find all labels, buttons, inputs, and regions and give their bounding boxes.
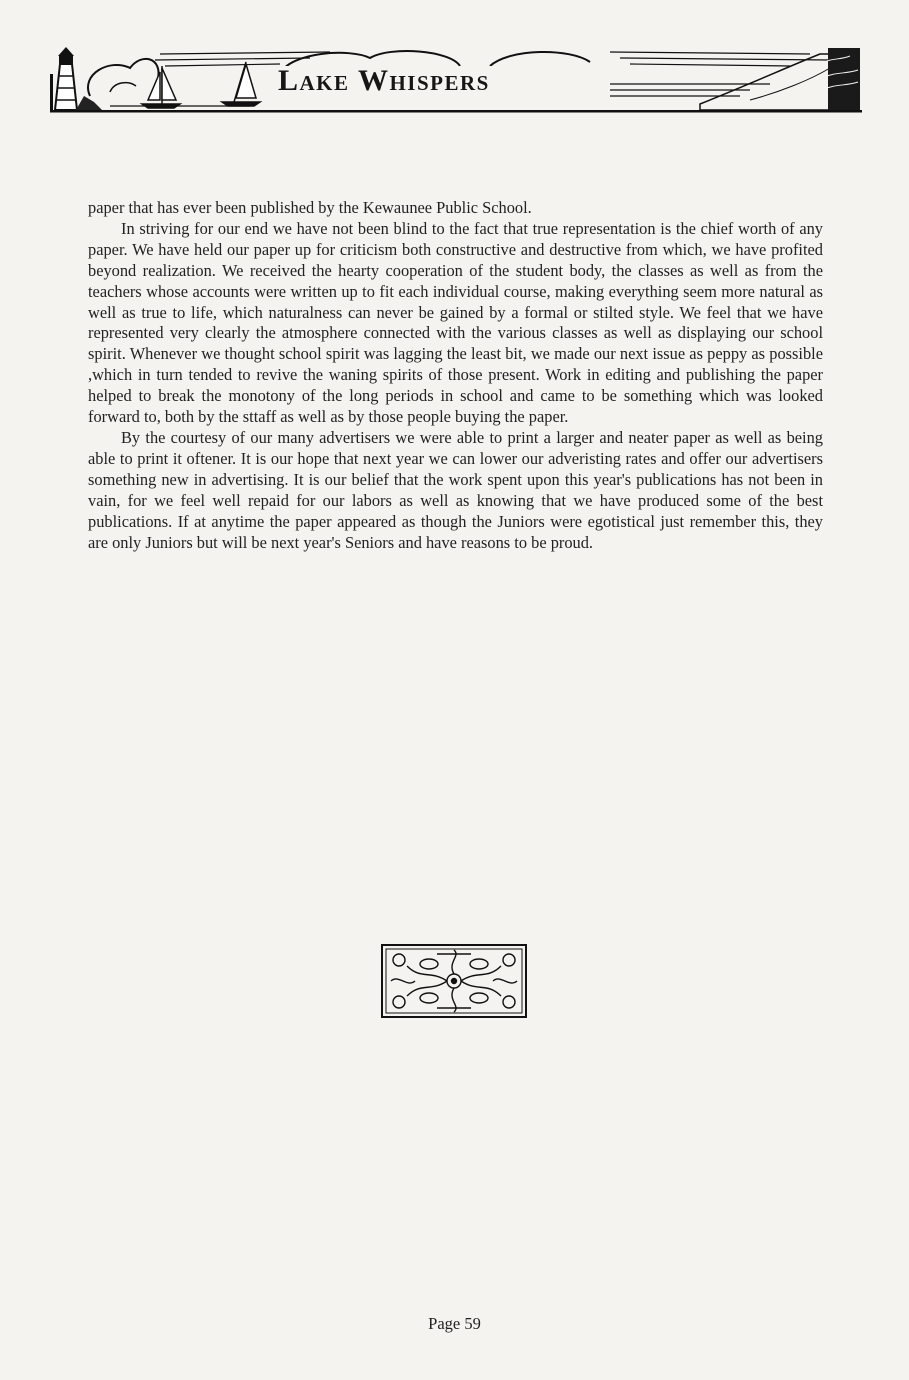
paragraph: By the courtesy of our many advertisers we were able to print a larger and neater paper as well as being able to print it oftener. It is our hope that next year we can lower our adveristing rates and offer our advertisers something new in advertising. It is our belief that the work spent upon this year's publications has not been in vain, for we feel well repaid for our labors as well as knowing that we have produced some of the best publications. If at anytime the paper appeared as though the Juniors were egotistical just remember this, they are only Juniors but will be next year's Seniors and have reasons to be proud.	[88, 427, 823, 552]
page-title: Lake Whispers	[272, 66, 496, 96]
article-body	[88, 198, 823, 553]
paragraph: paper that has ever been published by the Kewaunee Public School.	[88, 198, 532, 217]
shoreline-icon	[700, 48, 860, 110]
page-number: Page 59	[428, 1314, 481, 1333]
paragraph: In striving for our end we have not been blind to the fact that true representation is the chief worth of any paper. We have held our paper up for criticism both constructive and destructive from which, we have profited beyond realization. We received the hearty cooperation of the student body, the classes as well as from the teachers whose accounts were written up to fit each individual course, making everything seem more natural as well as true to life, which naturalness can never be gained by a formal or stilted style. We feel that we have represented very clearly the atmosphere connected with the various classes as well as displaying our school spirit. Whenever we thought school spirit was lagging the least bit, we made our next issue as peppy as possible ,which in turn tended to revive the waning spirits of those present. Work in editing and publishing the paper helped to break the monotony of the long periods in school and came to be something which was looked forward to, both by the sttaff as well as by those people buying the paper.	[88, 218, 823, 427]
floral-ornament-icon	[381, 944, 527, 1018]
sailboat-icon	[142, 62, 260, 108]
lighthouse-icon	[55, 47, 102, 110]
header-banner	[50, 44, 862, 116]
